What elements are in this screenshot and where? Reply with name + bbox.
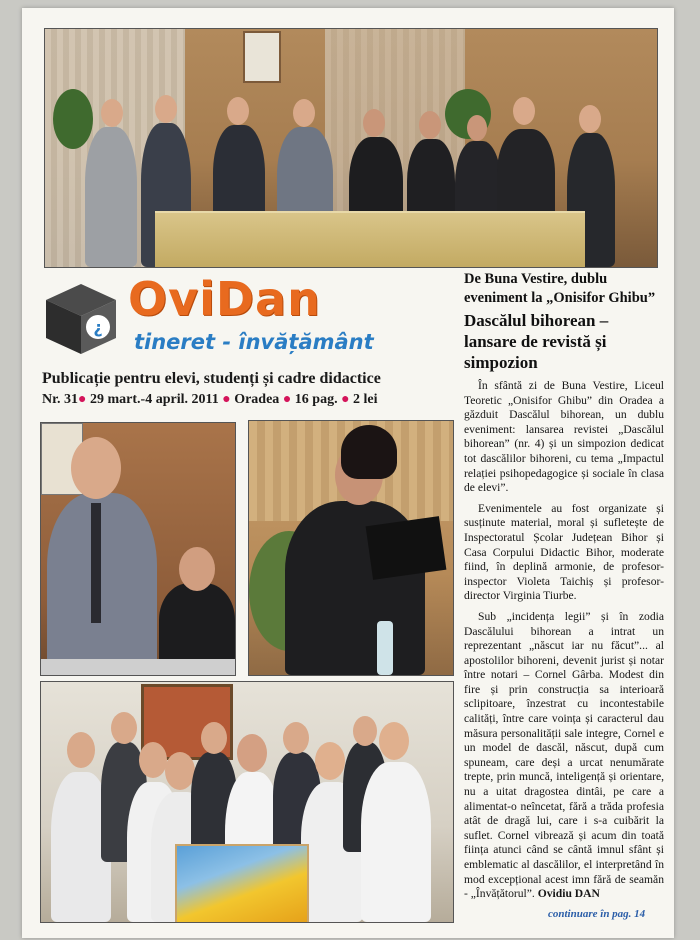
- photo-speaker-man: [40, 422, 236, 676]
- photo-panel-at-table: [44, 28, 658, 268]
- article-paragraph: [464, 610, 664, 902]
- photo-speaker-woman: [248, 420, 454, 676]
- conference-table: [155, 211, 585, 268]
- svg-text:¿: ¿: [93, 318, 103, 337]
- article-paragraph: Evenimentele au fost organizate și susținute material, moral și sufletește de Inspectoratul Școlar Județean Bihor și Casa Corpului Didactic Bihor, moderate fiind, în deplină armonie, de profesor-inspector Violeta Taichiș și profesor-director Virginia Tiurbe.: [464, 501, 664, 603]
- issue-line: [42, 392, 378, 408]
- article: [464, 270, 664, 908]
- separator-dot-icon: ●: [282, 392, 292, 407]
- separator-dot-icon: ●: [222, 392, 231, 407]
- portrait-frame: [243, 31, 281, 83]
- brand-name: OviDan: [128, 272, 321, 326]
- brand-tagline: tineret - învățământ: [134, 330, 374, 354]
- article-byline: Ovidiu DAN: [537, 887, 600, 901]
- article-headline: Dascălul bihorean – lansare de revistă și simpozion: [464, 311, 609, 372]
- dice-logo-icon: [42, 280, 120, 358]
- article-kicker: De Buna Vestire, dublu eveniment la „Onisifor Ghibu”: [464, 271, 656, 306]
- issue-pages: 16 pag.: [294, 392, 338, 407]
- article-paragraph-text: Sub „incidența legii” și în zodia Dascălului bihorean a intrat un reprezentant „născut iar nu făcut”... al apostolilor bihoreni, devenit jurist și notar între notari – Cornel Gârba. Modest din fire și prin construcția sa interioară sclipitoare, înzestrat cu incontestabile calități, între care voința și caracterul dau măsura personalității sale integre, Cornel e un model de dascăl, născut, după cum spuneam, care deși a urcat nenumărate trepte, prin muncă, inteligență și orientare, nu a uitat dragostea dintâi, pe care a alimentat-o neîncetat, fără a trăda profesia atât de dragă lui, care i s-a cuibărit la suflet. Cornel vibrează și acum din toată ființa atunci când se cântă imnul sfânt și emblematic al dascălilor, el interpretând în mod excepțional acest imn fără de seamăn - „Învățătorul”.: [464, 609, 664, 901]
- issue-number: Nr. 31: [42, 392, 79, 407]
- continuation-link[interactable]: continuare în pag. 14: [548, 908, 646, 920]
- article-paragraph: În sfântă zi de Buna Vestire, Liceul Teoretic „Onisifor Ghibu” din Oradea a găzduit Dascălul bihorean, un dublu eveniment: lansarea revistei „Dascălul bihorean” (nr. 4) și un simpozion dedicat tot dascălilor bihoreni, cu tema „Impactul relației psihopedagogice și sociale în clasa de elevi”.: [464, 379, 664, 495]
- photo-group-teachers: [40, 681, 454, 923]
- issue-dates: 29 mart.-4 april. 2011: [90, 392, 219, 407]
- painting-canvas: [175, 844, 309, 923]
- masthead: [42, 272, 452, 422]
- separator-dot-icon: ●: [341, 392, 350, 407]
- separator-dot-icon: ●: [78, 392, 87, 407]
- issue-city: Oradea: [234, 392, 280, 407]
- publication-subtitle: Publicație pentru elevi, studenți și cadre didactice: [42, 370, 381, 387]
- issue-price: 2 lei: [353, 392, 378, 407]
